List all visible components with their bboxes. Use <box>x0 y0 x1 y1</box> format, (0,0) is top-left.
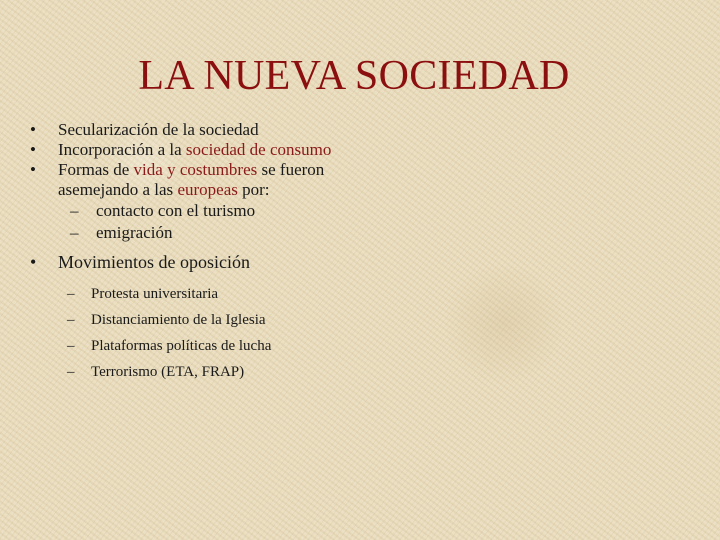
sub-bullet-item <box>30 200 360 222</box>
sub-bullet-text: Protesta universitaria <box>91 286 219 302</box>
bullet-dot: • <box>30 120 36 139</box>
sub-bullet-group <box>30 281 360 385</box>
bullet-item <box>30 251 360 273</box>
bullet-item <box>30 140 360 160</box>
dash-marker: – <box>70 223 79 242</box>
bullet-item <box>30 160 360 200</box>
dash-marker: – <box>67 312 75 328</box>
sub-bullet-item <box>30 333 360 359</box>
bullet-highlight: vida y costumbres <box>133 160 258 179</box>
sub-bullet-text: Terrorismo (ETA, FRAP) <box>91 364 245 380</box>
dash-marker: – <box>67 286 75 302</box>
dash-marker: – <box>67 338 75 354</box>
bullet-item <box>30 120 360 140</box>
bullet-highlight: sociedad de consumo <box>185 140 332 159</box>
sub-bullet-text: Plataformas políticas de lucha <box>91 338 272 354</box>
sub-bullet-item <box>30 307 360 333</box>
sub-bullet-text: contacto con el turismo <box>96 201 256 220</box>
bullet-dot: • <box>30 140 36 159</box>
bullet-highlight: europeas <box>177 180 238 199</box>
bullet-dot: • <box>30 160 36 179</box>
bullet-text: Incorporación a la <box>58 140 186 159</box>
bullet-list <box>30 120 360 385</box>
bullet-text: Secularización de la sociedad <box>58 120 259 139</box>
bullet-text: Movimientos de oposición <box>58 252 250 272</box>
dash-marker: – <box>67 364 75 380</box>
slide-title: LA NUEVA SOCIEDAD <box>138 53 570 99</box>
bullet-text: por: <box>237 180 270 199</box>
bullet-text: Formas de <box>58 160 134 179</box>
sub-bullet-text: emigración <box>96 223 173 242</box>
bullet-dot: • <box>30 252 37 272</box>
bullet-text: se fueron asemejando a las <box>58 160 325 199</box>
sub-bullet-item <box>30 222 360 244</box>
sub-bullet-item <box>30 359 360 385</box>
sub-bullet-item <box>30 281 360 307</box>
sub-bullet-text: Distanciamiento de la Iglesia <box>91 312 266 328</box>
dash-marker: – <box>70 201 79 220</box>
